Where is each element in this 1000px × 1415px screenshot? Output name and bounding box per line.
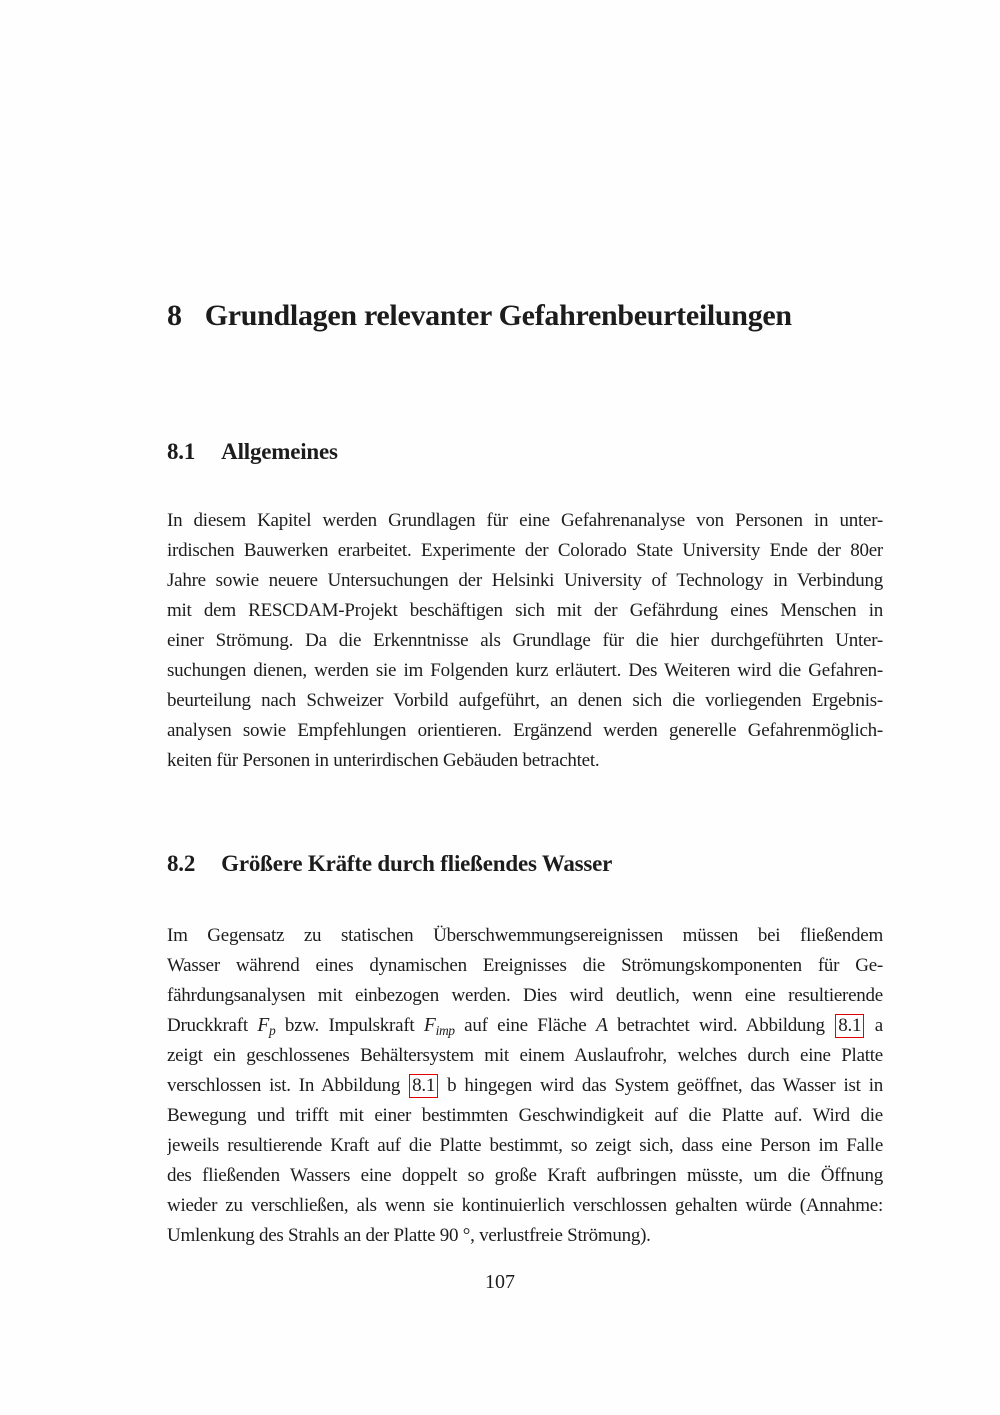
text-line xyxy=(167,1041,883,1071)
text-segment: beurteilung nach Schweizer Vorbild aufgeführt, an denen sich die vorliegenden Ergebnis- xyxy=(167,690,883,711)
text-segment: Umlenkung des Strahls an der Platte 90 °, verlustfreie Strömung). xyxy=(167,1225,651,1246)
text-line xyxy=(167,656,883,686)
text-line xyxy=(167,1191,883,1221)
section-title: Größere Kräfte durch fließendes Wasser xyxy=(221,851,613,876)
math-symbol: A xyxy=(595,1015,608,1036)
figure-reference-link[interactable]: 8.1 xyxy=(835,1014,864,1038)
chapter-title: Grundlagen relevanter Gefahrenbeurteilungen xyxy=(204,299,792,332)
text-segment: mit dem RESCDAM-Projekt beschäftigen sich mit der Gefährdung eines Menschen in xyxy=(167,600,883,621)
page-number: 107 xyxy=(485,1271,515,1293)
text-line xyxy=(167,566,883,596)
text-segment: jeweils resultierende Kraft auf die Platte bestimmt, so zeigt sich, dass eine Person im Falle xyxy=(167,1135,883,1156)
section-number: 8.1 xyxy=(167,439,196,464)
section-heading-allgemeines xyxy=(167,439,338,465)
text-segment: zeigt ein geschlossenes Behältersystem mit einem Auslaufrohr, welches durch eine Platte xyxy=(167,1045,883,1066)
paragraph-kraefte xyxy=(167,921,883,1251)
section-number: 8.2 xyxy=(167,851,196,876)
text-segment: Wasser während eines dynamischen Ereignisses die Strömungskomponenten für Ge- xyxy=(167,955,883,976)
text-line xyxy=(167,981,883,1011)
text-segment: auf eine Fläche xyxy=(454,1015,596,1036)
text-line xyxy=(167,921,883,951)
text-segment: Im Gegensatz zu statischen Überschwemmungsereignissen müssen bei fließendem xyxy=(167,925,883,946)
text-line xyxy=(167,1101,883,1131)
text-line xyxy=(167,1011,883,1041)
text-segment: Druckkraft xyxy=(167,1015,258,1036)
text-segment: keiten für Personen in unterirdischen Gebäuden betrachtet. xyxy=(167,750,600,771)
math-subscript: p xyxy=(269,1023,276,1038)
section-title: Allgemeines xyxy=(221,439,338,464)
text-line xyxy=(167,746,883,776)
paragraph-allgemeines xyxy=(167,506,883,776)
text-line xyxy=(167,1071,883,1101)
text-segment: einer Strömung. Da die Erkenntnisse als Grundlage für die hier durchgeführten Unter- xyxy=(167,630,883,651)
section-heading-kraefte xyxy=(167,851,612,877)
text-segment: irdischen Bauwerken erarbeitet. Experimente der Colorado State University Ende der 80er xyxy=(167,540,883,561)
text-segment: Jahre sowie neuere Untersuchungen der Helsinki University of Technology in Verbindung xyxy=(167,570,883,591)
text-segment: analysen sowie Empfehlungen orientieren. Ergänzend werden generelle Gefahrenmöglich- xyxy=(167,720,883,741)
chapter-number: 8 xyxy=(167,299,182,332)
math-symbol: F xyxy=(257,1015,270,1036)
text-line xyxy=(167,1161,883,1191)
figure-reference-link[interactable]: 8.1 xyxy=(409,1074,438,1098)
text-segment: des fließenden Wassers eine doppelt so große Kraft aufbringen müsste, um die Öffnung xyxy=(167,1165,883,1186)
text-line xyxy=(167,686,883,716)
text-line xyxy=(167,506,883,536)
text-segment: wieder zu verschließen, als wenn sie kontinuierlich verschlossen gehalten würde (Annahme: xyxy=(167,1195,883,1216)
text-line xyxy=(167,716,883,746)
text-segment: In diesem Kapitel werden Grundlagen für eine Gefahrenanalyse von Personen in unter- xyxy=(167,510,883,531)
text-line xyxy=(167,1221,883,1251)
math-symbol: F xyxy=(423,1015,436,1036)
text-segment: Bewegung und trifft mit einer bestimmten Geschwindigkeit auf die Platte auf. Wird die xyxy=(167,1105,883,1126)
text-segment: suchungen dienen, werden sie im Folgenden kurz erläutert. Des Weiteren wird die Gefahren- xyxy=(167,660,883,681)
chapter-heading xyxy=(167,299,792,333)
text-segment: bzw. Impulskraft xyxy=(275,1015,424,1036)
text-segment: verschlossen ist. In Abbildung xyxy=(167,1075,409,1096)
text-segment: fährdungsanalysen mit einbezogen werden. Dies wird deutlich, wenn eine resultierende xyxy=(167,985,883,1006)
math-subscript: imp xyxy=(435,1023,455,1038)
text-line xyxy=(167,536,883,566)
text-line xyxy=(167,951,883,981)
text-segment: b hingegen wird das System geöffnet, das Wasser ist in xyxy=(439,1075,883,1096)
text-line xyxy=(167,596,883,626)
text-segment: a xyxy=(865,1015,883,1036)
text-line xyxy=(167,1131,883,1161)
text-segment: betrachtet wird. Abbildung xyxy=(607,1015,835,1036)
text-line xyxy=(167,626,883,656)
